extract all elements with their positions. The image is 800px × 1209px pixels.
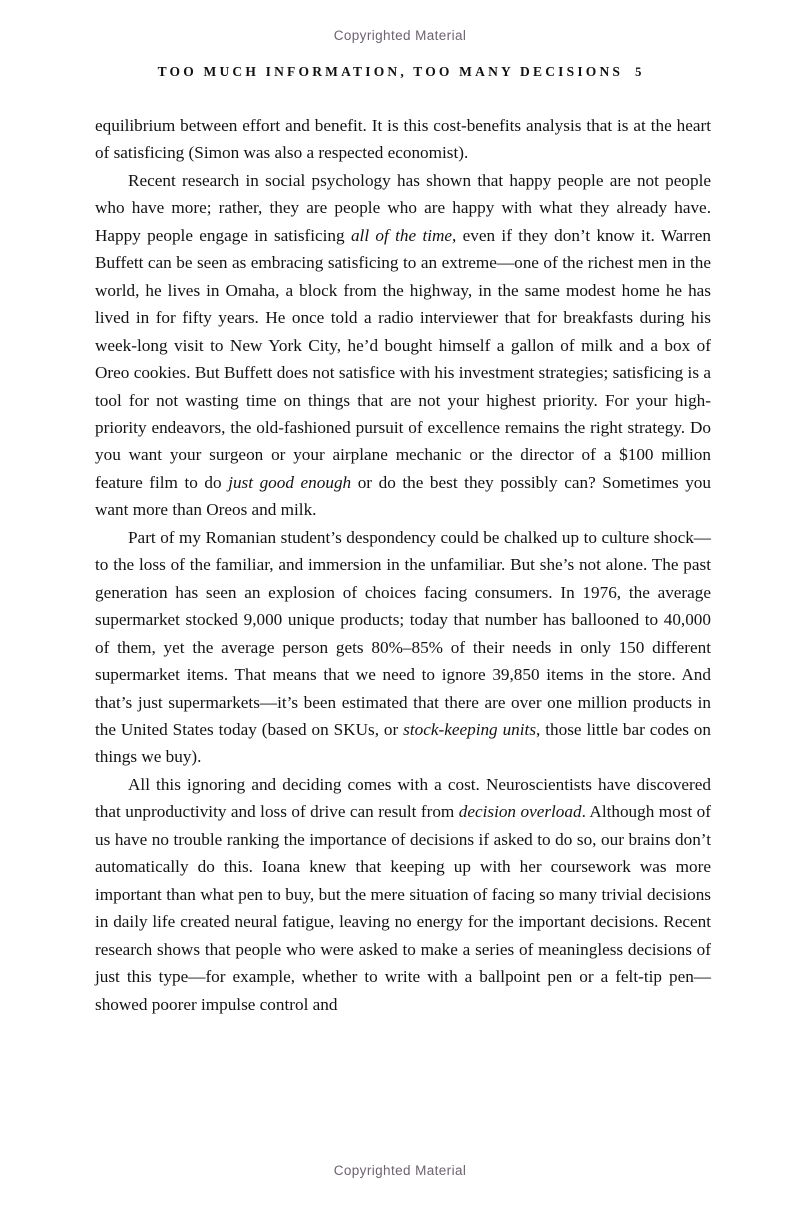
- text-run: , even if they don’t know it. Warren Buffett can be seen as embracing satisficing to an extreme—one of the richest men in the world, he lives in Omaha, a block from the highway, in the same modest home he has lived in for fifty years. He once told a radio interviewer that for breakfasts during his week-long visit to New York City, he’d bought himself a gallon of milk and a box of Oreo cookies. But Buffett does not satisfice with his investment strategies; satisficing is a tool for not wasting time on things that are not your highest priority. For your high-priority endeavors, the old-fashioned pursuit of excellence remains the right strategy. Do you want your surgeon or your airplane mechanic or the director of a $100 million feature film to do: [95, 225, 711, 492]
- text-run: , those little bar codes on things we buy).: [95, 719, 711, 767]
- text-run: or do the best they possibly can? Sometimes you want more than Oreos and milk.: [95, 472, 711, 520]
- paragraph: [95, 771, 711, 1018]
- copyright-notice-bottom: Copyrighted Material: [333, 1163, 467, 1178]
- italic-text-run: stock-keeping units: [403, 719, 537, 739]
- paragraph: [95, 112, 711, 167]
- text-run: Part of my Romanian student’s despondency could be chalked up to culture shock—to the loss of the familiar, and immersion in the unfamiliar. But she’s not alone. The past generation has seen an explosion of choices facing consumers. In 1976, the average supermarket stocked 9,000 unique products; today that number has ballooned to 40,000 of them, yet the average person gets 80%–85% of their needs in only 150 different supermarket items. That means that we need to ignore 39,850 items in the store. And that’s just supermarkets—it’s been estimated that there are over one million products in the United States today (based on SKUs, or: [95, 527, 711, 739]
- paragraph: [95, 167, 711, 524]
- page-body: [95, 112, 711, 1018]
- text-run: . Although most of us have no trouble ranking the importance of decisions if asked to do so, our brains don’t automatically do this. Ioana knew that keeping up with her coursework was more important than what pen to buy, but the mere situation of facing so many trivial decisions in daily life created neural fatigue, leaving no energy for the important decisions. Recent research shows that people who were asked to make a series of meaningless decisions of just this type—for example, whether to write with a ballpoint pen or a felt-tip pen—showed poorer impulse control and: [95, 802, 711, 1014]
- running-header: [0, 63, 800, 81]
- paragraph: [95, 524, 711, 771]
- chapter-title: TOO MUCH INFORMATION, TOO MANY DECISIONS: [157, 64, 624, 79]
- text-run: All this ignoring and deciding comes with a cost. Neuroscientists have discovered that unproductivity and loss of drive can result from: [95, 774, 711, 822]
- text-run: Recent research in social psychology has shown that happy people are not people who have more; rather, they are people who are happy with what they already have. Happy people engage in satisficing: [95, 170, 711, 245]
- italic-text-run: just good enough: [228, 472, 352, 492]
- italic-text-run: decision overload: [458, 802, 582, 822]
- text-run: equilibrium between effort and benefit. It is this cost-benefits analysis that is at the heart of satisficing (Simon was also a respected economist).: [95, 116, 711, 163]
- italic-text-run: all of the time: [350, 225, 453, 245]
- copyright-notice-top: Copyrighted Material: [333, 28, 467, 43]
- page-number: 5: [635, 65, 643, 79]
